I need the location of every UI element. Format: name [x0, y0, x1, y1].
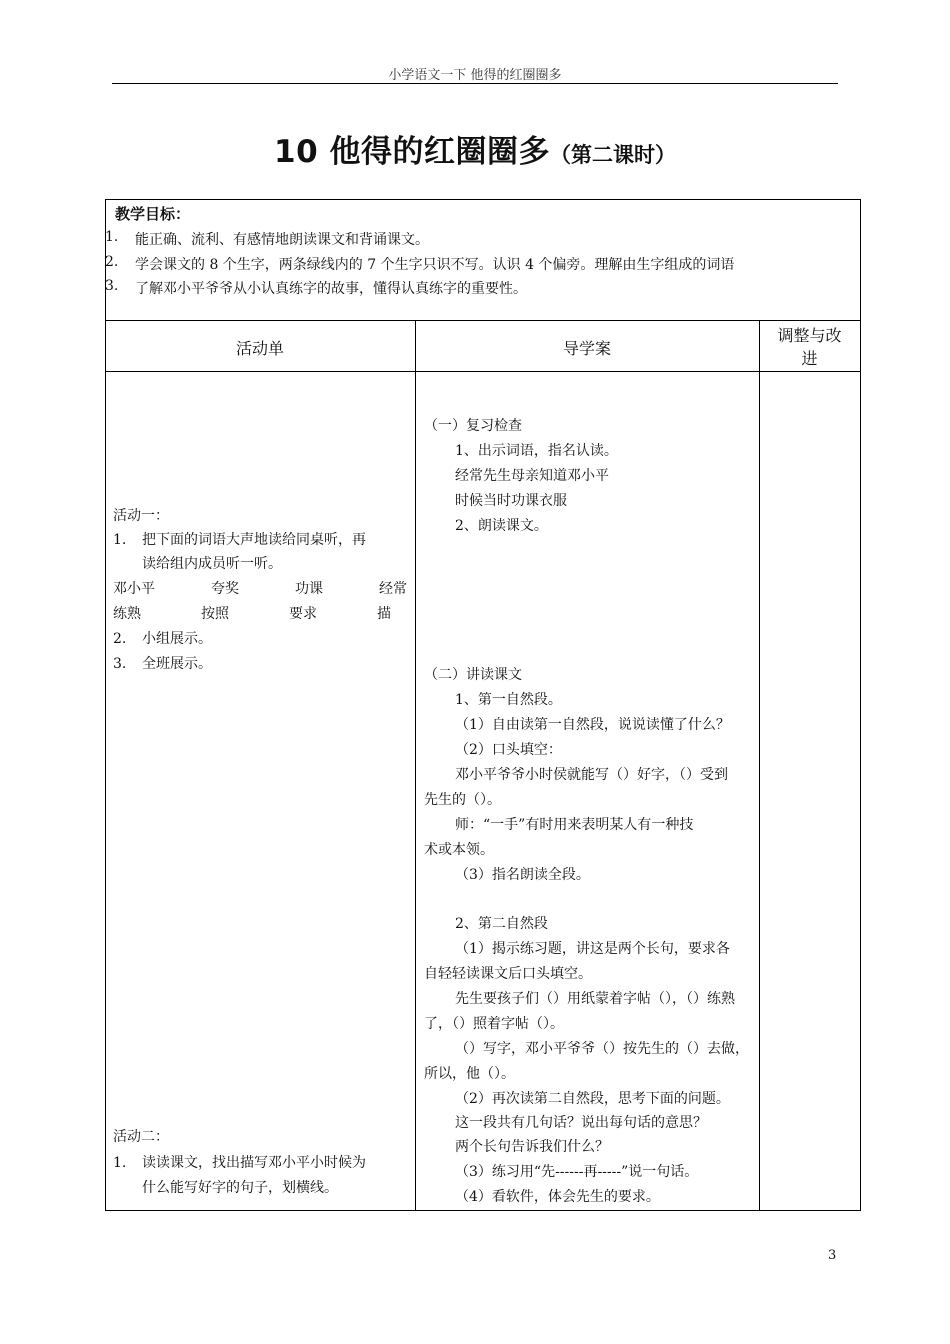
- running-header: 小学语文一下 他得的红圈圈多: [388, 68, 562, 83]
- guide-text: （3）指名朗读全段。: [455, 867, 590, 883]
- guide-text: 1、出示词语，指名认读。: [455, 443, 618, 459]
- guide-text: 了，（）照着字帖（）。: [424, 1016, 564, 1032]
- guide-text: （2）再次读第二自然段，思考下面的问题。: [455, 1091, 730, 1107]
- activity-text: 全班展示。: [142, 656, 212, 672]
- guide-text: 两个长句告诉我们什么？: [455, 1139, 609, 1155]
- guide-text: 师：“一手”有时用来表明某人有一种技: [455, 817, 694, 833]
- table-col-divider-2: [759, 320, 760, 1211]
- adjust-header-line2: 进: [801, 349, 818, 368]
- list-number: 2.: [113, 631, 127, 647]
- word: 夸奖: [211, 581, 239, 597]
- word: 功课: [295, 581, 323, 597]
- table-col-divider-1: [415, 320, 416, 1211]
- guide-text: 经常先生母亲知道邓小平: [455, 468, 609, 484]
- guide-text: （3）练习用“先------再-----”说一句话。: [455, 1164, 699, 1180]
- activity-2-title: 活动二：: [113, 1129, 169, 1145]
- table-divider-goals: [105, 320, 861, 321]
- table-border-right: [860, 199, 861, 1211]
- word-row: [113, 579, 407, 599]
- guide-text: （1）自由读第一自然段，说说读懂了什么？: [455, 717, 730, 733]
- activity-text: 把下面的词语大声地读给同桌听，再: [142, 532, 366, 548]
- table-divider-header: [105, 371, 861, 372]
- word: 描: [377, 606, 391, 622]
- header-rule: [112, 83, 838, 84]
- word: 练熟: [113, 606, 141, 622]
- word-row: [113, 604, 391, 624]
- table-border-bottom: [105, 1210, 861, 1211]
- table-border-top: [105, 199, 861, 200]
- word: 要求: [289, 606, 317, 622]
- guide-text: 这一段共有几句话？说出每句话的意思？: [455, 1115, 707, 1131]
- guide-text: 1、第一自然段。: [455, 692, 562, 708]
- goal-number: 1.: [105, 229, 119, 245]
- page-number: 3: [828, 1248, 837, 1263]
- activity-text: 读给组内成员听一听。: [142, 556, 282, 572]
- guide-text: （1）揭示练习题，讲这是两个长句，要求各: [455, 941, 730, 957]
- guide-text: 时候当时功课衣服: [455, 493, 567, 509]
- guide-text: 邓小平爷爷小时侯就能写（）好字，（）受到: [455, 767, 728, 783]
- column-header-guide: 导学案: [562, 339, 611, 358]
- guide-text: 自轻轻读课文后口头填空。: [424, 966, 592, 982]
- page-title: [0, 126, 950, 171]
- guide-section-heading: （二）讲读课文: [424, 667, 522, 683]
- goal-text: 了解邓小平爷爷从小认真练字的故事，懂得认真练字的重要性。: [135, 281, 527, 297]
- list-number: 1.: [113, 532, 127, 548]
- guide-text: 所以，他（）。: [424, 1066, 515, 1082]
- list-number: 1.: [113, 1155, 127, 1171]
- activity-text: 小组展示。: [142, 631, 212, 647]
- title-sub: （第二课时）: [549, 143, 676, 167]
- word: 按照: [201, 606, 229, 622]
- guide-text: （4）看软件，体会先生的要求。: [455, 1189, 660, 1205]
- guide-text: （2）口头填空：: [455, 742, 562, 758]
- word: 邓小平: [113, 581, 155, 597]
- list-number: 3.: [113, 656, 127, 672]
- adjust-header-line1: 调整与改: [777, 326, 842, 345]
- guide-section-heading: （一）复习检查: [424, 418, 522, 434]
- activity-text: 读读课文，找出描写邓小平小时候为: [142, 1155, 366, 1171]
- title-main: 10 他得的红圈圈多: [274, 134, 550, 170]
- guide-text: （）写字，邓小平爷爷（）按先生的（）去做，: [455, 1041, 749, 1057]
- goal-text: 能正确、流利、有感情地朗读课文和背诵课文。: [135, 232, 429, 248]
- goals-heading: 教学目标：: [115, 205, 191, 223]
- activity-1-title: 活动一：: [113, 508, 169, 524]
- column-header-adjust: [759, 324, 860, 370]
- column-header-activity: 活动单: [235, 339, 284, 358]
- guide-text: 先生的（）。: [424, 792, 501, 808]
- guide-text: 术或本领。: [424, 842, 494, 858]
- goal-text: 学会课文的 8 个生字，两条绿线内的 7 个生字只识不写。认识 4 个偏旁。理解由生字组成的词语: [135, 257, 735, 273]
- guide-text: 先生要孩子们（）用纸蒙着字帖（），（）练熟: [455, 991, 735, 1007]
- goal-number: 3.: [105, 278, 119, 294]
- activity-text: 什么能写好字的句子，划横线。: [142, 1180, 338, 1196]
- guide-text: 2、第二自然段: [455, 916, 548, 932]
- goal-number: 2.: [105, 254, 119, 270]
- guide-text: 2、朗读课文。: [455, 518, 548, 534]
- word: 经常: [379, 581, 407, 597]
